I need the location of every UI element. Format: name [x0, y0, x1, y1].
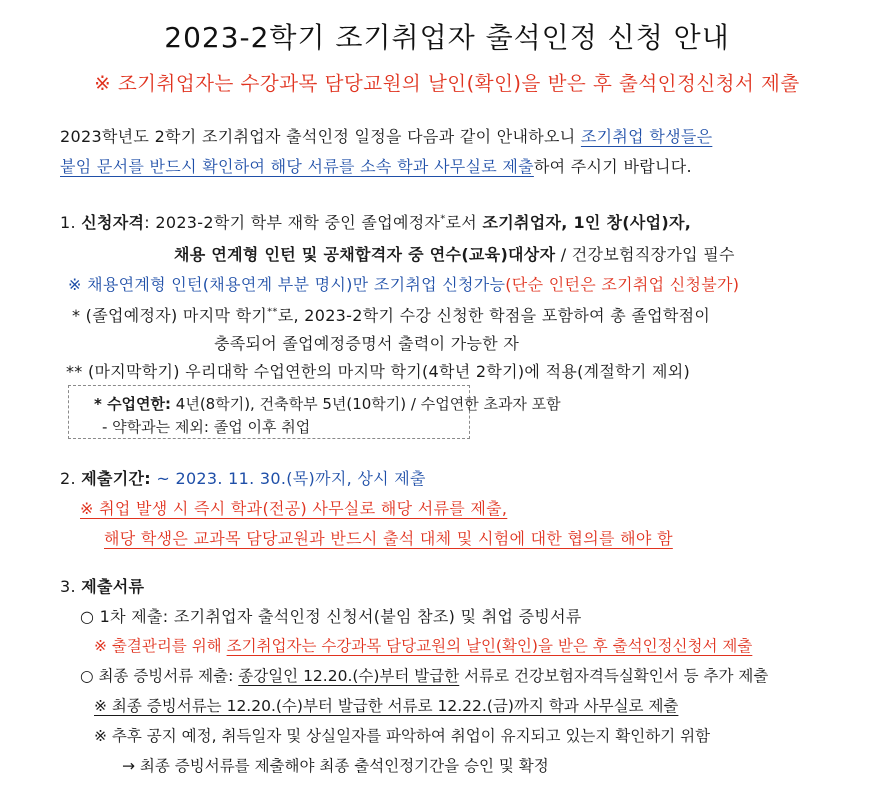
intro-highlight-1: 조기취업 학생들은 [580, 127, 713, 146]
section3-label: 제출서류 [81, 577, 145, 596]
section2-note-text-1: ※ 취업 발생 시 즉시 학과(전공) 사무실로 해당 서류를 제출, [80, 499, 508, 518]
section3-item-3-note: ※ 추후 공지 예정, 취득일자 및 상실일자를 파악하여 취업이 유지되고 있는지 확인하기 위함 [94, 727, 711, 745]
page-subtitle-notice: ※ 조기취업자는 수강과목 담당교원의 날인(확인)을 받은 후 출석인정신청서 제출 [94, 72, 800, 95]
section1-text2: 로서 [445, 213, 483, 232]
section1-line-1 [60, 210, 691, 233]
section1-line-2 [174, 242, 735, 265]
section1-note [68, 272, 739, 295]
item2-note-text: ※ 최종 증빙서류는 12.20.(수)부터 발급한 서류로 12.22.(금)까지 학과 사무실로 제출 [94, 697, 679, 715]
section2-line-1 [60, 466, 426, 489]
section1-note-red: (단순 인턴은 조기취업 신청불가) [505, 275, 740, 294]
section3-item-1-note [94, 634, 752, 656]
section3-item-2 [80, 664, 768, 686]
intro-line-2 [60, 154, 692, 177]
box-line-1 [94, 393, 561, 414]
section2-label: 제출기간: [81, 469, 151, 488]
section3-number: 3. [60, 577, 76, 596]
footnote1-text-a: * (졸업예정자) 마지막 학기 [72, 306, 268, 325]
item1-note-prefix: ※ 출결관리를 위해 [94, 637, 227, 655]
section1-line2-text: / 건강보험직장가입 필수 [555, 245, 735, 264]
section1-bold: 조기취업자, 1인 창(사업)자, [482, 213, 692, 232]
section1-note-blue: ※ 채용연계형 인턴(채용연계 부분 명시)만 조기취업 신청가능 [68, 275, 506, 294]
box-label: * 수업연한: [94, 395, 172, 413]
intro-line-1 [60, 124, 712, 147]
section1-text: : 2023-2학기 학부 재학 중인 졸업예정자 [144, 213, 441, 232]
section3-item-1: ○ 1차 제출: 조기취업자 출석인정 신청서(붙임 참조) 및 취업 증빙서류 [80, 607, 582, 626]
section2-date: ~ 2023. 11. 30.(목)까지, 상시 제출 [151, 469, 426, 488]
box-text: 4년(8학기), 건축학부 5년(10학기) / 수업연한 초과자 포함 [171, 395, 561, 413]
section3-item-2-note [94, 694, 678, 716]
item1-note-underlined: 조기취업자는 수강과목 담당교원의 날인(확인)을 받은 후 출석인정신청서 제출 [226, 637, 753, 655]
section1-label: 신청자격 [81, 213, 145, 232]
item2-prefix: ○ 최종 증빙서류 제출: [80, 667, 239, 685]
section1-star: * [440, 213, 446, 225]
page-title: 2023-2학기 조기취업자 출석인정 신청 안내 [164, 21, 730, 54]
intro-text-2: 하여 주시기 바랍니다. [533, 157, 692, 176]
intro-highlight-2: 붙임 문서를 반드시 확인하여 해당 서류를 소속 학과 사무실로 제출 [60, 157, 534, 176]
box-line-2: - 약학과는 제외: 졸업 이후 취업 [102, 418, 311, 436]
section1-footnote-1-line2: 충족되어 졸업예정증명서 출력이 가능한 자 [214, 334, 520, 353]
section2-number: 2. [60, 469, 76, 488]
section1-line2-bold: 채용 연계형 인턴 및 공채합격자 중 연수(교육)대상자 [174, 245, 556, 264]
section2-note-line-2 [104, 526, 673, 549]
section2-note-line-1 [80, 496, 507, 519]
item2-suffix: 서류로 건강보험자격득실확인서 등 추가 제출 [459, 667, 769, 685]
section1-footnote-2: ** (마지막학기) 우리대학 수업연한의 마지막 학기(4학년 2학기)에 적용(계절학기 제외) [66, 362, 691, 381]
section1-footnote-1-line1 [72, 303, 710, 326]
footnote1-text-b: 로, 2023-2학기 수강 신청한 학점을 포함하여 총 졸업학점이 [277, 306, 711, 325]
section1-number: 1. [60, 213, 76, 232]
section2-note-text-2: 해당 학생은 교과목 담당교원과 반드시 출석 대체 및 시험에 대한 협의를 해야 함 [104, 529, 673, 548]
section3-heading [60, 574, 144, 597]
section3-item-3-arrow: → 최종 증빙서류를 제출해야 최종 출석인정기간을 승인 및 확정 [122, 757, 549, 775]
item2-underlined: 종강일인 12.20.(수)부터 발급한 [238, 667, 460, 685]
footnote1-stars: ** [267, 306, 278, 318]
intro-text: 2023학년도 2학기 조기취업자 출석인정 일정을 다음과 같이 안내하오니 [60, 127, 581, 146]
